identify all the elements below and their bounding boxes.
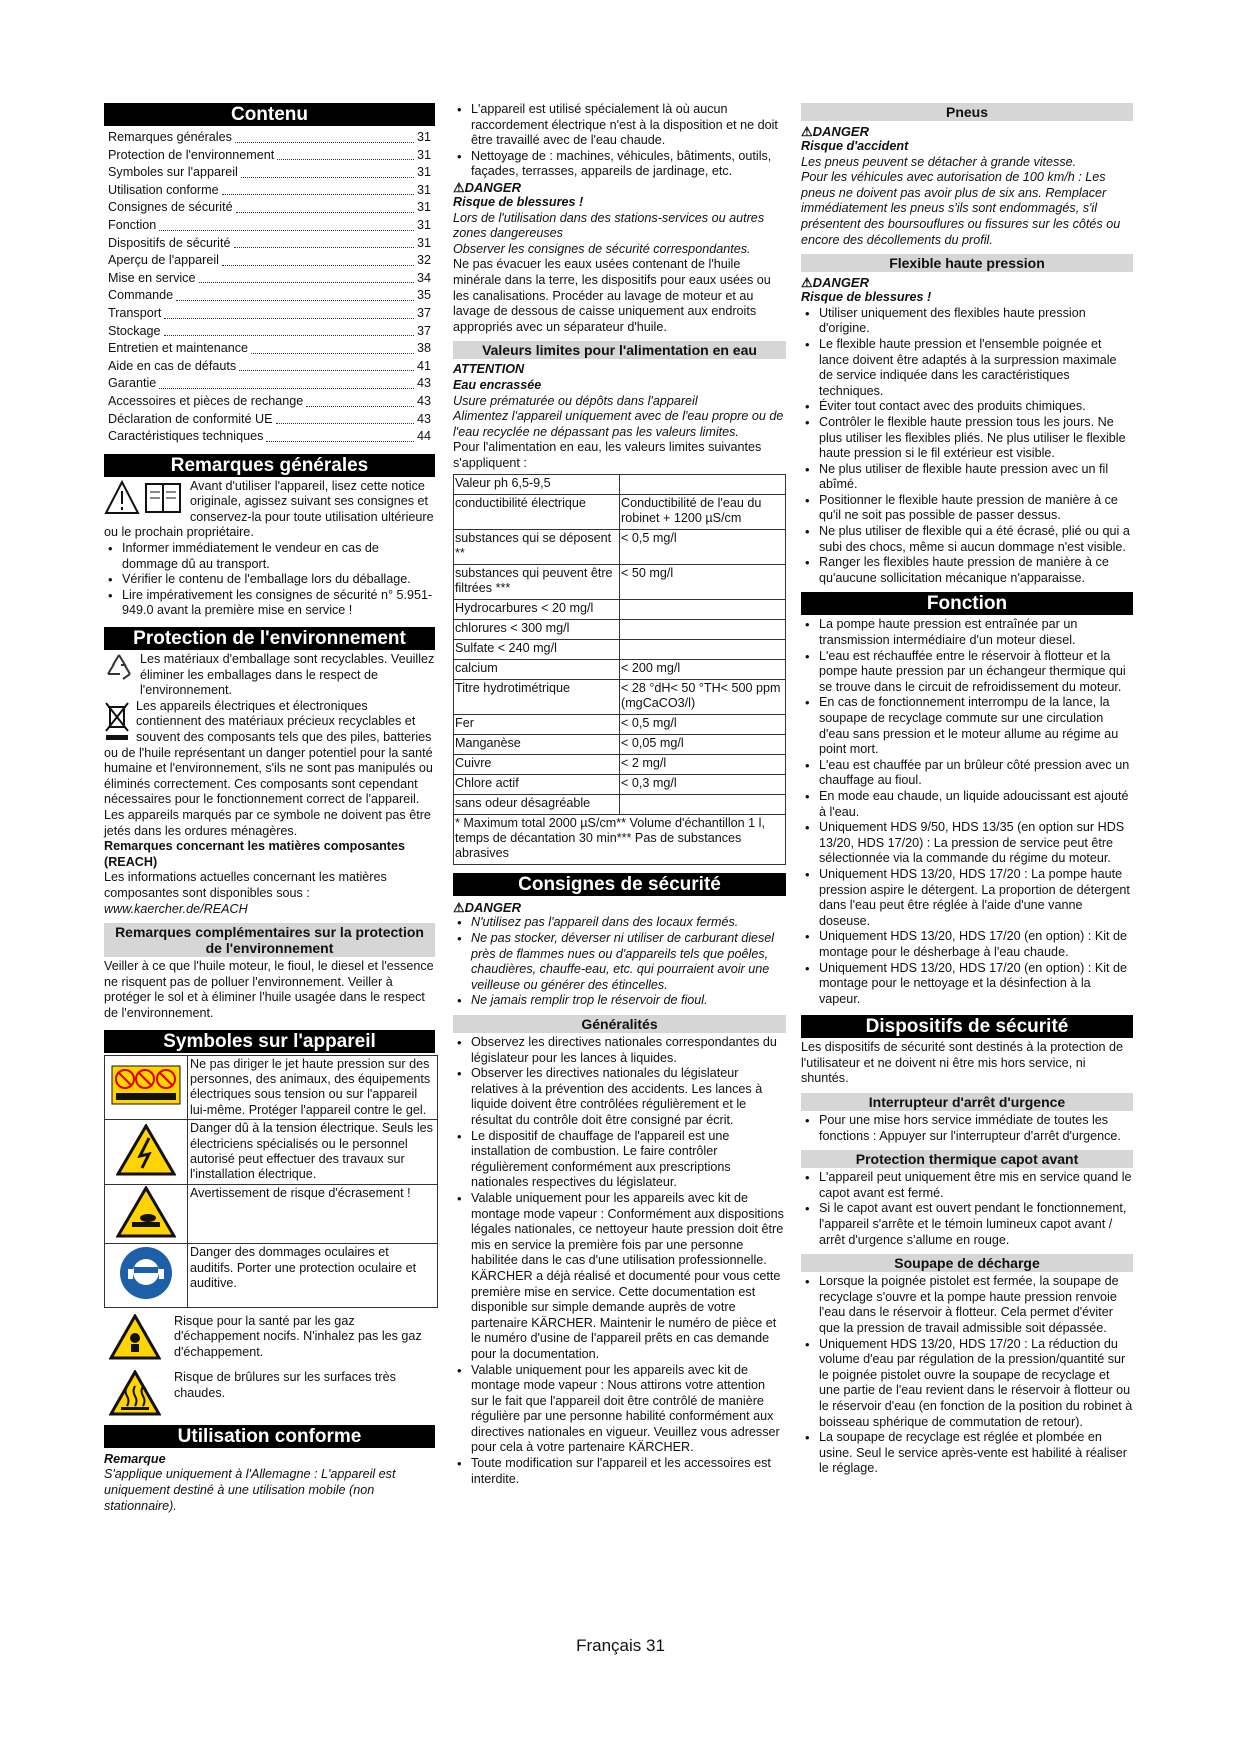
recycle-note: Les matériaux d'emballage sont recyclables. Veuillez éliminer les emballages dans le respect de l'environnement. — [104, 652, 435, 699]
table-row: substances qui se déposent ** < 0,5 mg/l — [454, 530, 786, 565]
table-row — [105, 1244, 438, 1307]
page-number: 31 — [646, 1636, 665, 1655]
toc-row[interactable]: Déclaration de conformité UE 43 — [108, 411, 431, 426]
section-title-usage: Utilisation conforme — [104, 1425, 435, 1448]
hose-danger-label: ⚠DANGER — [801, 275, 869, 291]
toc-row[interactable]: Symboles sur l'appareil 31 — [108, 165, 431, 180]
table-row: chlorures < 300 mg/l — [454, 620, 786, 640]
safety-general-bullets — [453, 1035, 786, 1487]
page-footer — [0, 1636, 1241, 1656]
list-item: • L'eau est réchauffée entre le réservoir à flotteur et la pompe haute pression par un échangeur thermique qui se trouve dans le circuit de refroidissement du moteur. — [801, 649, 1133, 696]
list-item: • Lire impérativement les consignes de sécurité n° 5.951-949.0 avant la première mise en service ! — [104, 588, 435, 619]
toc-row[interactable]: Utilisation conforme 31 — [108, 182, 431, 197]
toxic-gas-icon — [104, 1314, 166, 1365]
safety-danger-label: ⚠DANGER — [453, 900, 521, 916]
usage-danger-text: Lors de l'utilisation dans des stations-services ou autres zones dangereuses — [453, 210, 765, 241]
section-subtitle-tyres: Pneus — [801, 103, 1133, 121]
column-middle — [453, 102, 786, 1487]
section-subtitle-valve: Soupape de décharge — [801, 1254, 1133, 1272]
limits-subtitle: Eau encrassée — [453, 377, 542, 392]
toc-title: Contenu — [104, 103, 435, 126]
list-item: • Le flexible haute pression et l'ensemble poignée et lance doivent être adaptés à la surpression maximale de service indiquée dans les caractéristiques techniques. — [801, 337, 1133, 399]
valve-bullets — [801, 1274, 1133, 1477]
table-row: Hydrocarbures < 20 mg/l — [454, 600, 786, 620]
tyres-text: Pour les véhicules avec autorisation de 100 km/h : Les pneus ne doivent pas avoir plus de six ans. Remplacer immédiatement les pneus s'ils sont endommagés, s'il présentent des boursouflures ou fissures sur les côtés ou encore des décollements du profil. — [801, 170, 1121, 247]
section-subtitle-thermal: Protection thermique capot avant — [801, 1150, 1133, 1168]
list-item: • Observer les directives nationales du législateur relatives à la prévention des accidents. Les lances à liquide doivent être contrôlées régulièrement et le résultat du contrôle doit être consigné par écrit. — [453, 1066, 786, 1128]
list-item: • Positionner le flexible haute pression de manière à ce qu'il ne soit pas possible de passer dessus. — [801, 493, 1133, 524]
general-bullets — [104, 541, 435, 619]
hose-bullets — [801, 306, 1133, 587]
limits-text: Alimentez l'appareil uniquement avec de l'eau propre ou de l'eau recyclée ne dépassant pas les valeurs limites. — [453, 409, 784, 439]
table-row: Cuivre < 2 mg/l — [454, 755, 786, 775]
list-item: • Lorsque la poignée pistolet est fermée, la soupape de recyclage s'ouvre et la pompe haute pression renvoie l'eau dans le réservoir à flotteur. Cela permet d'éviter que la pression de travail admissible soit dépassée. — [801, 1274, 1133, 1336]
table-row: Valeur ph 6,5-9,5 — [454, 475, 786, 495]
symbol-text: Danger des dommages oculaires et auditifs. Porter une protection oculaire et auditive. — [188, 1244, 438, 1307]
list-item: • Vérifier le contenu de l'emballage lors du déballage. — [104, 572, 435, 588]
table-row: Manganèse < 0,05 mg/l — [454, 735, 786, 755]
table-row: * Maximum total 2000 µS/cm** Volume d'échantillon 1 l, temps de décantation 30 min*** Pas de substances abrasives — [454, 815, 786, 865]
warning-triangle-icon: ⚠ — [801, 124, 813, 139]
hose-danger-title: Risque de blessures ! — [801, 290, 932, 305]
table-row: Sulfate < 240 mg/l — [454, 640, 786, 660]
warning-triangle-icon: ⚠ — [801, 275, 813, 291]
emergency-bullets — [801, 1113, 1133, 1144]
symbol-text: Avertissement de risque d'écrasement ! — [188, 1184, 438, 1243]
list-item: • Éviter tout contact avec des produits chimiques. — [801, 399, 1133, 415]
usage-note-title: Remarque — [104, 1451, 166, 1466]
crossed-bin-icon — [104, 701, 130, 746]
list-item: • Toute modification sur l'appareil et les accessoires est interdite. — [453, 1456, 786, 1487]
list-item: • Valable uniquement pour les appareils avec kit de montage mode vapeur : Nous attirons votre attention sur le fait que l'appareil doit être contrôlé de manière régulière par une personne habilité conformément aux directives nationales en vigueur. Veuillez vous adresser pour cela à votre partenaire KÄRCHER. — [453, 1363, 786, 1457]
list-item: • Informer immédiatement le vendeur en cas de dommage dû au transport. — [104, 541, 435, 572]
reach-title: Remarques concernant les matières composantes (REACH) — [104, 839, 405, 869]
list-item: • Uniquement HDS 13/20, HDS 17/20 (en option) : Kit de montage pour le nettoyage et la désinfection à la vapeur. — [801, 961, 1133, 1008]
list-item: • Nettoyage de : machines, véhicules, bâtiments, outils, façades, terrasses, appareils de jardinage, etc. — [453, 149, 786, 180]
usage-note-text: S'applique uniquement à l'Allemagne : L'appareil est uniquement destiné à une utilisation mobile (non stationnaire). — [104, 1467, 396, 1513]
section-subtitle-hose: Flexible haute pression — [801, 254, 1133, 272]
exhaust-warning: Risque pour la santé par les gaz d'échappement nocifs. N'inhalez pas les gaz d'échappement. — [104, 1314, 435, 1365]
section-subtitle-environment-extra: Remarques complémentaires sur la protection de l'environnement — [104, 923, 435, 957]
toc-row[interactable]: Dispositifs de sécurité 31 — [108, 235, 431, 250]
list-item: • La soupape de recyclage est réglée et plombée en usine. Seul le service après-vente est habilité à réaliser le réglage. — [801, 1430, 1133, 1477]
high-voltage-icon — [105, 1120, 188, 1185]
list-item: • L'eau est chauffée par un brûleur côté pression avec un chauffage au fioul. — [801, 758, 1133, 789]
list-item: • Ne pas stocker, déverser ni utiliser de carburant diesel près de flammes nues ou d'appareils tels que poêles, chaudières, chauffe-eau, etc. qui pourraient avoir une veilleuse ou générer des étincelles. — [453, 931, 786, 993]
toc-row[interactable]: Aide en cas de défauts 41 — [108, 358, 431, 373]
hot-surface-warning: Risque de brûlures sur les surfaces très chaudes. — [104, 1370, 435, 1421]
read-manual-icon — [104, 480, 184, 521]
footer-language: Français — [576, 1636, 642, 1655]
environment-extra-text: Veiller à ce que l'huile moteur, le fioul, le diesel et l'essence ne risquent pas de polluer l'environnement. Veiller à protéger le sol et à éliminer l'huile usagée dans le respect de l'environnement. — [104, 959, 434, 1020]
list-item: • Ne plus utiliser de flexible haute pression avec un fil abîmé. — [801, 462, 1133, 493]
function-bullets — [801, 617, 1133, 1007]
section-title-symbols: Symboles sur l'appareil — [104, 1030, 435, 1053]
eye-ear-protection-icon — [105, 1244, 188, 1307]
toc-row[interactable]: Accessoires et pièces de rechange 43 — [108, 393, 431, 408]
section-title-safety: Consignes de sécurité — [453, 873, 786, 896]
table-row: Chlore actif < 0,3 mg/l — [454, 775, 786, 795]
crush-hazard-icon — [105, 1184, 188, 1243]
list-item: • Utiliser uniquement des flexibles haute pression d'origine. — [801, 306, 1133, 337]
list-item: • L'appareil peut uniquement être mis en service quand le capot avant est fermé. — [801, 1170, 1133, 1201]
list-item: • Ranger les flexibles haute pression de manière à ce qu'aucune sollicitation mécanique n'apparaisse. — [801, 555, 1133, 586]
tyres-danger-label: ⚠DANGER — [801, 124, 869, 139]
weee-note: Les appareils électriques et électroniques contiennent des matériaux précieux recyclables et souvent des composants tels que des piles, batteries ou de l'huile représentant un danger potentiel pour la santé humaine et l'environnement, s'ils ne sont pas manipulés ou éliminés correctement. Ces composants sont cependant nécessaires pour le fonctionnement correct de l'appareil. Les appareils marqués par ce symbole ne doivent pas être jetés dans les ordures ménagères. — [104, 698, 433, 838]
section-subtitle-general-safety: Généralités — [453, 1015, 786, 1033]
hot-surface-icon — [104, 1370, 166, 1421]
table-of-contents — [104, 128, 435, 446]
toc-row[interactable]: Transport 37 — [108, 305, 431, 320]
toc-row[interactable]: Entretien et maintenance 38 — [108, 341, 431, 356]
limits-table — [453, 474, 786, 865]
toc-row[interactable]: Garantie 43 — [108, 376, 431, 391]
list-item: • En cas de fonctionnement interrompu de la lance, la soupape de recyclage commute sur une circulation d'eau sans pression et le moteur allume au régime au point mort. — [801, 695, 1133, 757]
section-subtitle-limits: Valeurs limites pour l'alimentation en eau — [453, 341, 786, 359]
table-row — [105, 1120, 438, 1185]
general-intro: Avant d'utiliser l'appareil, lisez cette notice originale, agissez suivant ses consignes et conservez-la pour toute utilisation ultérieure ou le prochain propriétaire. — [104, 478, 434, 540]
table-row: Fer < 0,5 mg/l — [454, 715, 786, 735]
list-item: • Uniquement HDS 13/20, HDS 17/20 (en option) : Kit de montage pour le désherbage à l'eau chaude. — [801, 929, 1133, 960]
symbols-table — [104, 1055, 438, 1308]
section-title-function: Fonction — [801, 592, 1133, 615]
list-item: • Uniquement HDS 13/20, HDS 17/20 : La pompe haute pression aspire le détergent. La proportion de détergent dans l'eau peut être réglée à l'aide d'une vanne doseuse. — [801, 867, 1133, 929]
symbol-text: Danger dû à la tension électrique. Seuls les électriciens spécialisés ou le personnel autorisé peut effectuer des travaux sur l'installation électrique. — [188, 1120, 438, 1185]
list-item: • N'utilisez pas l'appareil dans des locaux fermés. — [453, 915, 786, 931]
section-title-general: Remarques générales — [104, 454, 435, 477]
limits-attention: ATTENTION — [453, 362, 525, 377]
no-spray-icon — [105, 1055, 188, 1120]
warning-triangle-icon: ⚠ — [453, 900, 465, 916]
toc-row[interactable]: Consignes de sécurité 31 — [108, 200, 431, 215]
tyres-text: Les pneus peuvent se détacher à grande vitesse. — [801, 154, 1077, 169]
toc-row[interactable]: Protection de l'environnement 31 — [108, 147, 431, 162]
warning-triangle-icon: ⚠ — [453, 179, 465, 195]
list-item: • Uniquement HDS 9/50, HDS 13/35 (en option sur HDS 13/20, HDS 17/20) : La pression de service peut être sélectionnée via la commande du régime du moteur. — [801, 820, 1133, 867]
list-item: • En mode eau chaude, un liquide adoucissant est ajouté à l'eau. — [801, 789, 1133, 820]
devices-intro: Les dispositifs de sécurité sont destinés à la protection de l'utilisateur et ne doivent ni être mis hors service, ni shuntés. — [801, 1040, 1124, 1086]
toc-row[interactable]: Stockage 37 — [108, 323, 431, 338]
list-item: • Pour une mise hors service immédiate de toutes les fonctions : Appuyer sur l'interrupteur d'arrêt d'urgence. — [801, 1113, 1133, 1144]
safety-danger-bullets — [453, 915, 786, 1009]
section-title-environment: Protection de l'environnement — [104, 627, 435, 650]
list-item: • Valable uniquement pour les appareils avec kit de montage mode vapeur : Conformément aux dispositions légales nationales, ce nettoyeur haute pression doit être mis en service la première fois par une personne habilitée dans le cas d'une utilisation professionnelle. KÄRCHER a déjà réalisé et documenté pour vous cette première mise en service. Cette documentation est disponible sur simple demande auprès de votre partenaire KÄRCHER. Maintenir le numéro de pièce et le numéro d'usine de l'appareil prêts en cas demande pour la documentation. — [453, 1191, 786, 1363]
reach-link[interactable]: www.kaercher.de/REACH — [104, 901, 248, 916]
list-item: • Contrôler le flexible haute pression tous les jours. Ne plus utiliser les flexibles pliés. Ne plus utiliser le flexible haute pression si le fil extérieur est visible. — [801, 415, 1133, 462]
usage-danger-text: Observer les consignes de sécurité correspondantes. — [453, 241, 751, 256]
list-item: • Uniquement HDS 13/20, HDS 17/20 : La réduction du volume d'eau par régulation de la pression/quantité sur le poignée pistolet ouvre la soupape de recyclage et une partie de l'eau revient dans le réservoir à flotteur ou le réservoir d'eau (en fonction de la position du robinet à boisseau sphérique de commutation de retour). — [801, 1337, 1133, 1431]
list-item: • Si le capot avant est ouvert pendant le fonctionnement, l'appareil s'arrête et le témoin lumineux capot avant / arrêt d'urgence s'allume en rouge. — [801, 1201, 1133, 1248]
usage-danger-title: Risque de blessures ! — [453, 194, 584, 209]
table-row: conductibilité électrique Conductibilité de l'eau du robinet + 1200 µS/cm — [454, 495, 786, 530]
section-subtitle-emergency: Interrupteur d'arrêt d'urgence — [801, 1093, 1133, 1111]
limits-intro: Pour l'alimentation en eau, les valeurs limites suivantes s'appliquent : — [453, 440, 762, 470]
table-row: calcium < 200 mg/l — [454, 660, 786, 680]
toc-row[interactable]: Fonction 31 — [108, 217, 431, 232]
toc-row[interactable]: Caractéristiques techniques 44 — [108, 429, 431, 444]
list-item: • Le dispositif de chauffage de l'appareil est une installation de combustion. Le faire contrôler régulièrement conformément aux prescriptions nationales respectives du législateur. — [453, 1129, 786, 1191]
reach-text: Les informations actuelles concernant les matières composantes sont disponibles sous : www.kaercher.de/REACH — [104, 870, 387, 916]
list-item: • La pompe haute pression est entraînée par un transmission intermédiaire d'un moteur diesel. — [801, 617, 1133, 648]
list-item: • Observez les directives nationales correspondantes du législateur pour les lances à liquides. — [453, 1035, 786, 1066]
toc-row[interactable]: Remarques générales 31 — [108, 130, 431, 144]
list-item: • Ne plus utiliser de flexible qui a été écrasé, plié ou qui a subi des chocs, même si aucun dommage n'est visible. — [801, 524, 1133, 555]
table-row: substances qui peuvent être filtrées *** < 50 mg/l — [454, 565, 786, 600]
table-row: Titre hydrotimétrique < 28 °dH< 50 °TH< 500 ppm (mgCaCO3/l) — [454, 680, 786, 715]
toc-row[interactable]: Mise en service 34 — [108, 270, 431, 285]
thermal-bullets — [801, 1170, 1133, 1248]
table-row — [105, 1055, 438, 1120]
tyres-danger-title: Risque d'accident — [801, 139, 909, 153]
column-left — [104, 103, 435, 1514]
usage-plain-text: Ne pas évacuer les eaux usées contenant de l'huile minérale dans la terre, les dispositifs pour eaux usées ou les canalisations. Procéder au lavage de moteur et au lavage de dessous de caisse uniquement aux endroits appropriés avec un séparateur d'huile. — [453, 257, 771, 334]
symbol-text: Ne pas diriger le jet haute pression sur des personnes, des animaux, des équipements électriques sous tension ou sur l'appareil lui-même. Protéger l'appareil contre le gel. — [188, 1055, 438, 1120]
list-item: • L'appareil est utilisé spécialement là où aucun raccordement électrique n'est à la disposition et ne doit être travaillé avec de l'eau chaude. — [453, 102, 786, 149]
list-item: • Ne jamais remplir trop le réservoir de fioul. — [453, 993, 786, 1009]
recycle-icon — [104, 652, 134, 687]
usage-danger-label: ⚠DANGER — [453, 179, 521, 195]
toc-row[interactable]: Aperçu de l'appareil 32 — [108, 253, 431, 268]
toc-row[interactable]: Commande 35 — [108, 288, 431, 303]
usage-bullets — [453, 102, 786, 180]
section-title-devices: Dispositifs de sécurité — [801, 1015, 1133, 1038]
limits-text: Usure prématurée ou dépôts dans l'appareil — [453, 393, 698, 408]
table-row: sans odeur désagréable — [454, 795, 786, 815]
table-row — [105, 1184, 438, 1243]
column-right — [801, 103, 1133, 1477]
